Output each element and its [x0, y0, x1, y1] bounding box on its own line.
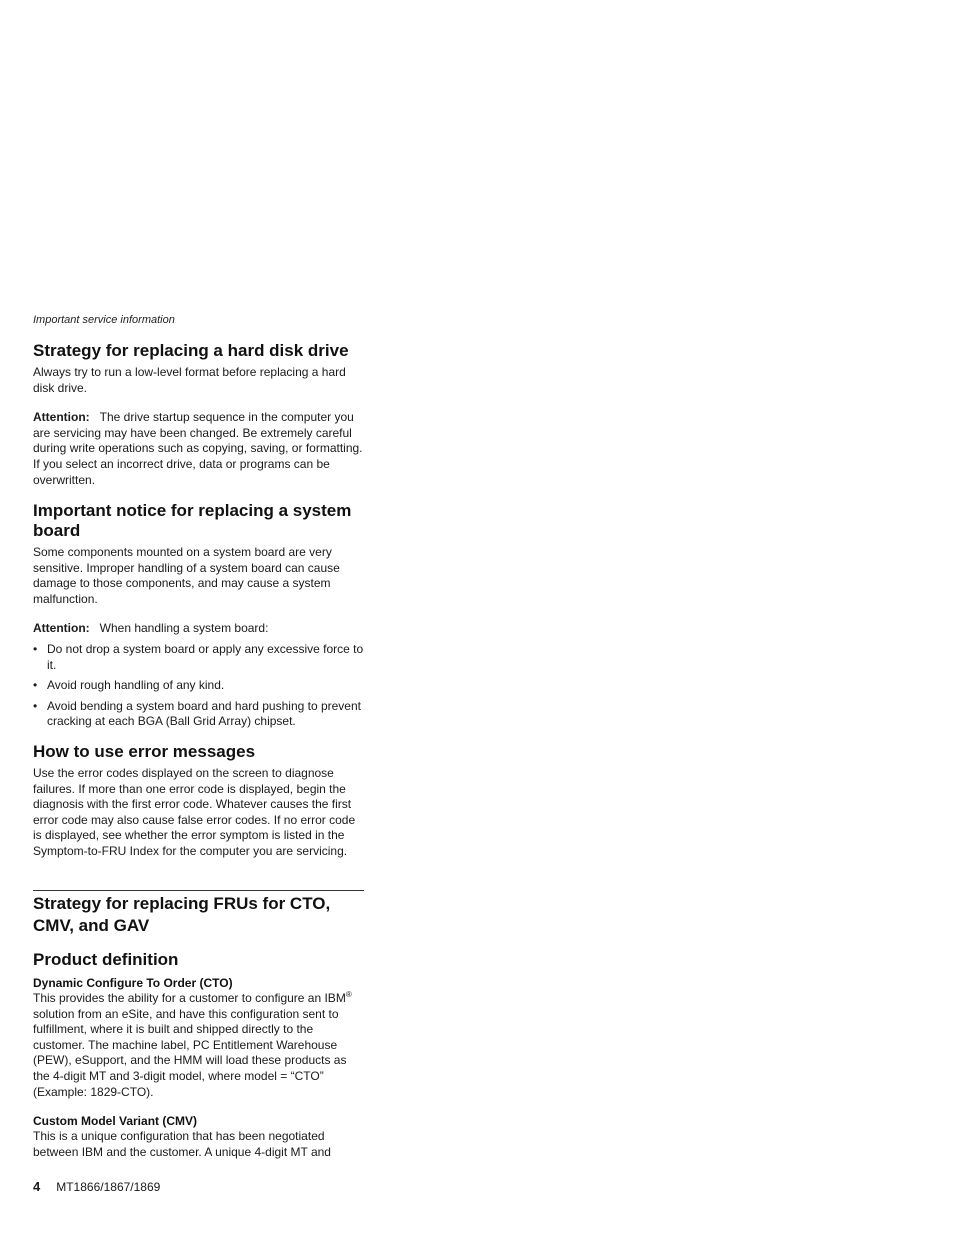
heading-product-definition: Product definition [33, 950, 179, 969]
attention-text: The drive startup sequence in the computer you are servicing may have been changed. Be extremely careful during write operations such as copying, saving, or formatting. If you select an incorrect drive, data or programs can be overwritten. [33, 410, 363, 487]
attention-label: Attention: [33, 621, 90, 636]
list-item: • Avoid bending a system board and hard pushing to prevent cracking at each BGA (Ball Grid Array) chipset. [33, 698, 361, 729]
section-frus [33, 893, 365, 937]
section-system-board [33, 501, 365, 730]
section-divider [33, 890, 364, 891]
list-item: • Do not drop a system board or apply any excessive force to it. [33, 641, 364, 672]
attention-text: When handling a system board: [99, 621, 269, 636]
paragraph-hard-disk: Always try to run a low-level format before replacing a hard disk drive. [33, 365, 346, 395]
page-number: 4 [33, 1179, 41, 1194]
handling-list [33, 642, 365, 730]
heading-error-messages: How to use error messages [33, 742, 256, 761]
paragraph-cmv: This is a unique configuration that has been negotiated between IBM and the customer. A unique 4-digit MT and [33, 1129, 331, 1159]
heading-frus: Strategy for replacing FRUs for CTO, CMV, and GAV [33, 894, 331, 935]
heading-cmv: Custom Model Variant (CMV) [33, 1114, 198, 1129]
heading-cto: Dynamic Configure To Order (CTO) [33, 976, 233, 990]
list-item: • Avoid rough handling of any kind. [33, 678, 225, 693]
paragraph-error-messages: Use the error codes displayed on the screen to diagnose failures. If more than one error code is displayed, begin the diagnosis with the first error code. Whatever causes the first error code may also cause false error codes. If no error code is displayed, see whether the error symptom is listed in the Symptom-to-FRU Index for the computer you are servicing. [33, 766, 356, 858]
paragraph-cto: This provides the ability for a customer to configure an IBM® solution from an eSite, and have this configuration sent to fulfillment, where it is built and shipped directly to the customer. The machine label, PC Entitlement Warehouse (PEW), eSupport, and the HMM will load these products as the 4-digit MT and 3-digit model, where model = “CTO” (Example: 1829-CTO). [33, 990, 352, 1099]
section-product-definition [33, 950, 365, 1160]
section-hard-disk [33, 341, 365, 488]
page-footer [33, 1179, 160, 1194]
paragraph-system-board: Some components mounted on a system board are very sensitive. Improper handling of a system board can cause damage to those components, and may cause a system malfunction. [33, 545, 340, 606]
section-error-messages [33, 742, 365, 860]
running-head: Important service information [33, 314, 175, 326]
attention-hard-disk [33, 410, 365, 488]
registered-mark: ® [345, 990, 352, 999]
heading-hard-disk: Strategy for replacing a hard disk drive [33, 341, 349, 360]
heading-system-board: Important notice for replacing a system board [33, 501, 352, 540]
footer-model: MT1866/1867/1869 [56, 1180, 161, 1194]
attention-system-board [33, 621, 365, 637]
attention-label: Attention: [33, 410, 90, 425]
